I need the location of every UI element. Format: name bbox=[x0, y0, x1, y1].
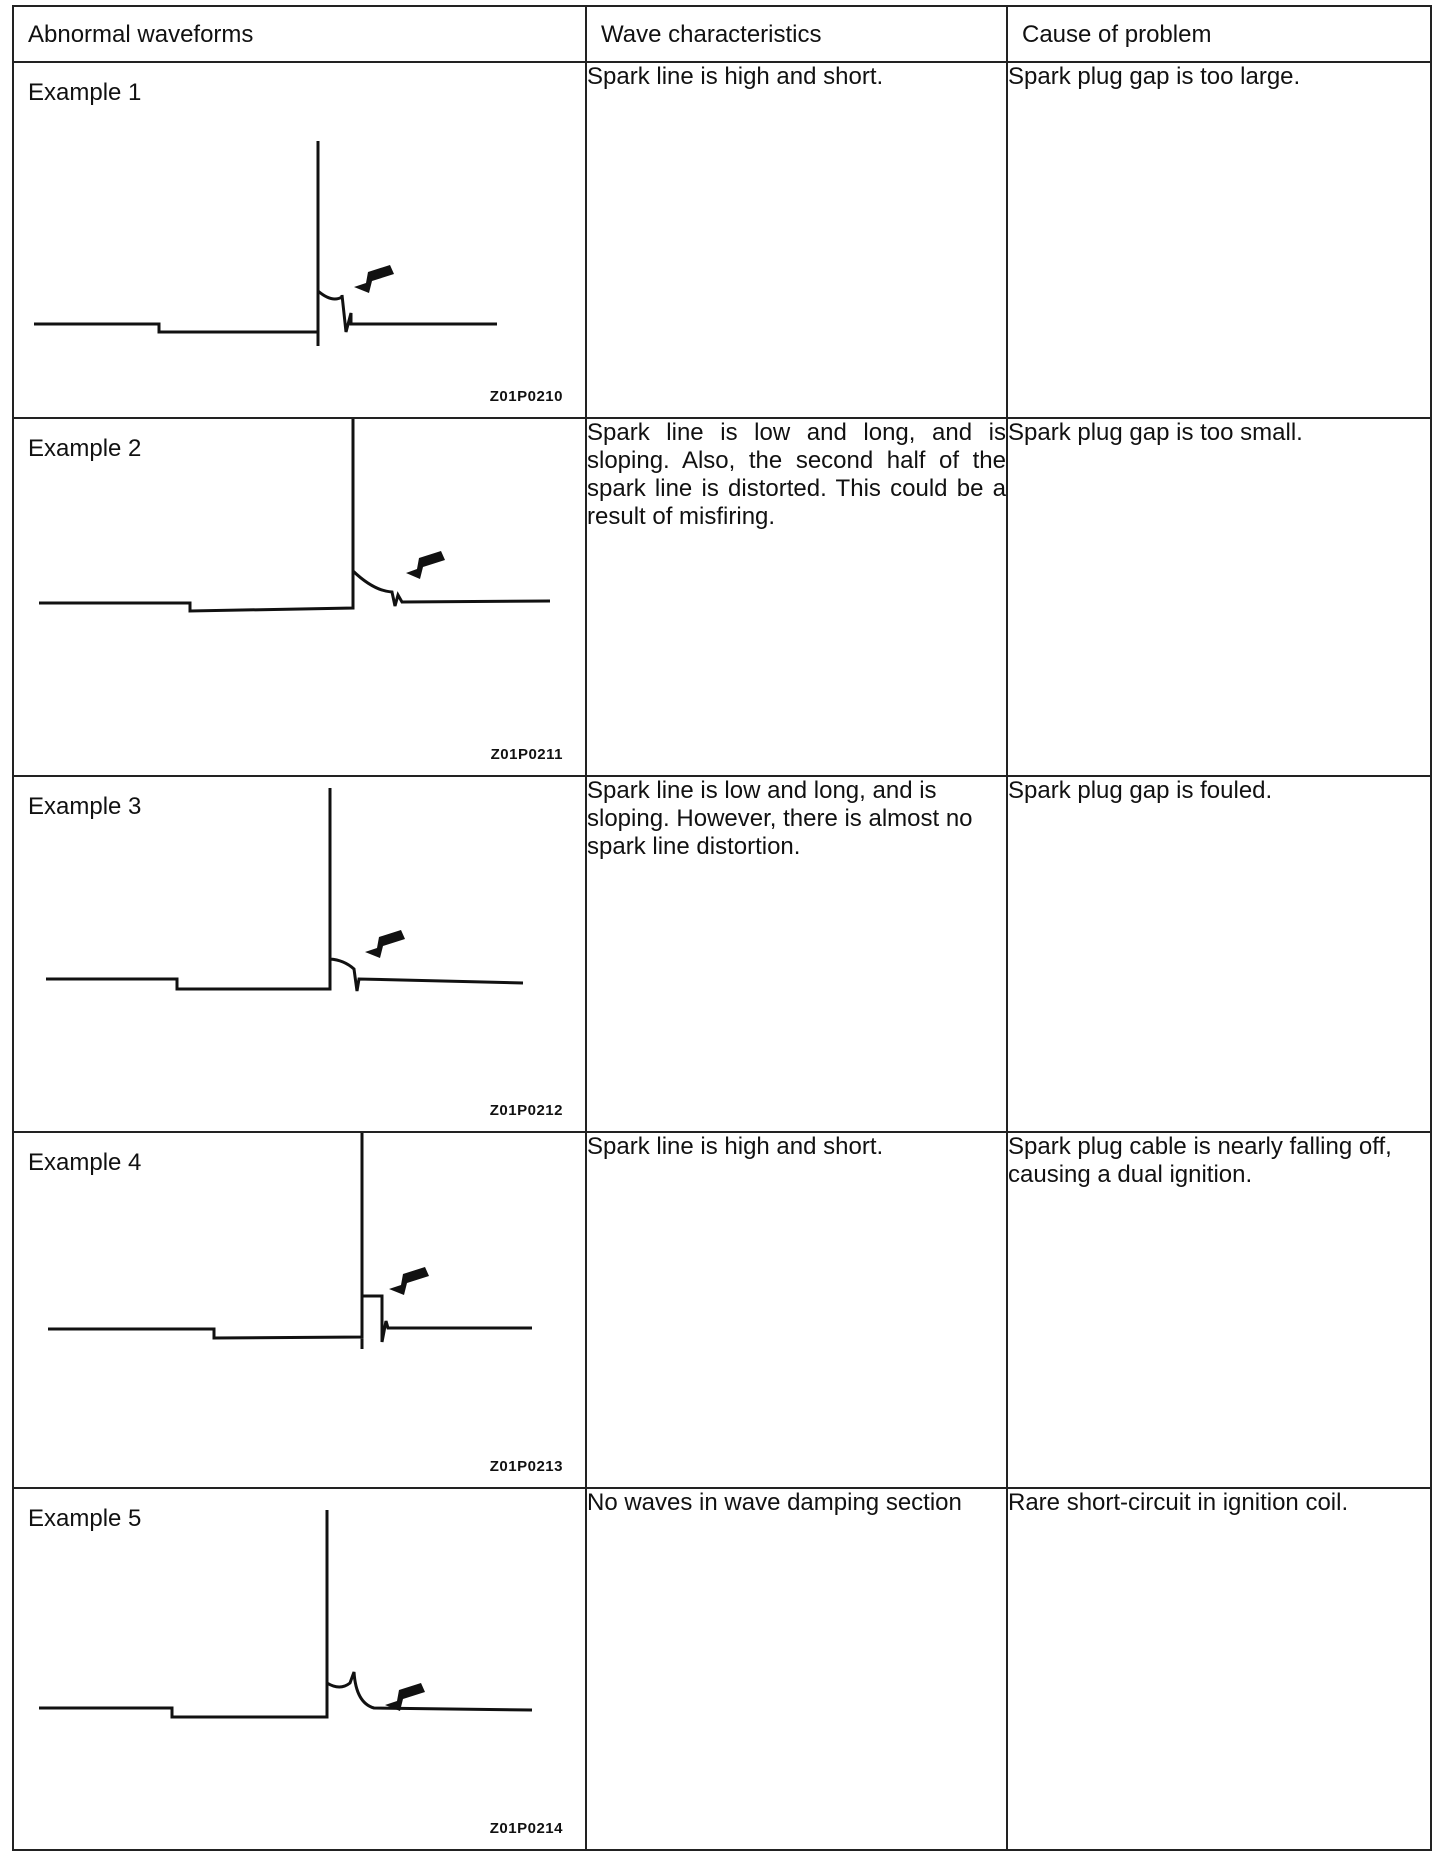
waveform-trace bbox=[39, 1510, 532, 1717]
arrow-icon bbox=[385, 1683, 425, 1711]
arrow-icon bbox=[406, 551, 445, 579]
figure-code: Z01P0212 bbox=[489, 1102, 563, 1119]
header-wave-characteristics: Wave characteristics bbox=[586, 6, 1007, 62]
cause-of-problem-cell: Spark plug gap is fouled. bbox=[1007, 776, 1431, 1132]
wave-characteristics-cell: Spark line is low and long, and is sloping. However, there is almost no spark line distortion. bbox=[586, 776, 1007, 1132]
table-row bbox=[13, 62, 1431, 418]
arrow-icon bbox=[389, 1267, 429, 1295]
waveform-trace bbox=[39, 419, 550, 611]
table-row bbox=[13, 418, 1431, 776]
abnormal-waveforms-table bbox=[12, 5, 1432, 1851]
wave-characteristics-cell: No waves in wave damping section bbox=[586, 1488, 1007, 1850]
example-label: Example 4 bbox=[28, 1149, 142, 1176]
waveform-cell bbox=[13, 1488, 586, 1850]
waveform-trace bbox=[34, 141, 497, 346]
header-row bbox=[13, 6, 1431, 62]
header-cause-of-problem: Cause of problem bbox=[1007, 6, 1431, 62]
arrow-icon bbox=[365, 930, 405, 958]
waveform-diagram-4 bbox=[14, 1133, 587, 1489]
table-row bbox=[13, 1488, 1431, 1850]
example-label: Example 5 bbox=[28, 1505, 142, 1532]
waveform-cell bbox=[13, 1132, 586, 1488]
cause-of-problem-cell: Spark plug cable is nearly falling off, causing a dual ignition. bbox=[1007, 1132, 1431, 1488]
table-row bbox=[13, 776, 1431, 1132]
example-label: Example 1 bbox=[28, 79, 142, 106]
waveform-diagram-2 bbox=[14, 419, 587, 777]
figure-code: Z01P0213 bbox=[489, 1458, 563, 1475]
figure-code: Z01P0211 bbox=[490, 746, 563, 763]
arrow-icon bbox=[354, 265, 394, 293]
figure-code: Z01P0214 bbox=[489, 1820, 563, 1837]
wave-characteristics-cell: Spark line is high and short. bbox=[586, 1132, 1007, 1488]
figure-code: Z01P0210 bbox=[489, 388, 563, 405]
waveform-diagram-1 bbox=[14, 63, 587, 419]
waveform-trace bbox=[46, 788, 523, 991]
waveform-cell bbox=[13, 418, 586, 776]
waveform-cell bbox=[13, 62, 586, 418]
example-label: Example 3 bbox=[28, 793, 142, 820]
header-abnormal-waveforms: Abnormal waveforms bbox=[13, 6, 586, 62]
wave-characteristics-cell: Spark line is low and long, and is sloping. Also, the second half of the spark line is distorted. This could be a result of misfiring. bbox=[586, 418, 1007, 776]
example-label: Example 2 bbox=[28, 435, 142, 462]
cause-of-problem-cell: Spark plug gap is too small. bbox=[1007, 418, 1431, 776]
waveform-diagram-5 bbox=[14, 1489, 587, 1851]
cause-of-problem-cell: Rare short-circuit in ignition coil. bbox=[1007, 1488, 1431, 1850]
waveform-reference-sheet bbox=[12, 5, 1430, 1857]
cause-of-problem-cell: Spark plug gap is too large. bbox=[1007, 62, 1431, 418]
waveform-cell bbox=[13, 776, 586, 1132]
table-row bbox=[13, 1132, 1431, 1488]
wave-characteristics-cell: Spark line is high and short. bbox=[586, 62, 1007, 418]
waveform-diagram-3 bbox=[14, 777, 587, 1133]
waveform-trace bbox=[48, 1133, 532, 1349]
